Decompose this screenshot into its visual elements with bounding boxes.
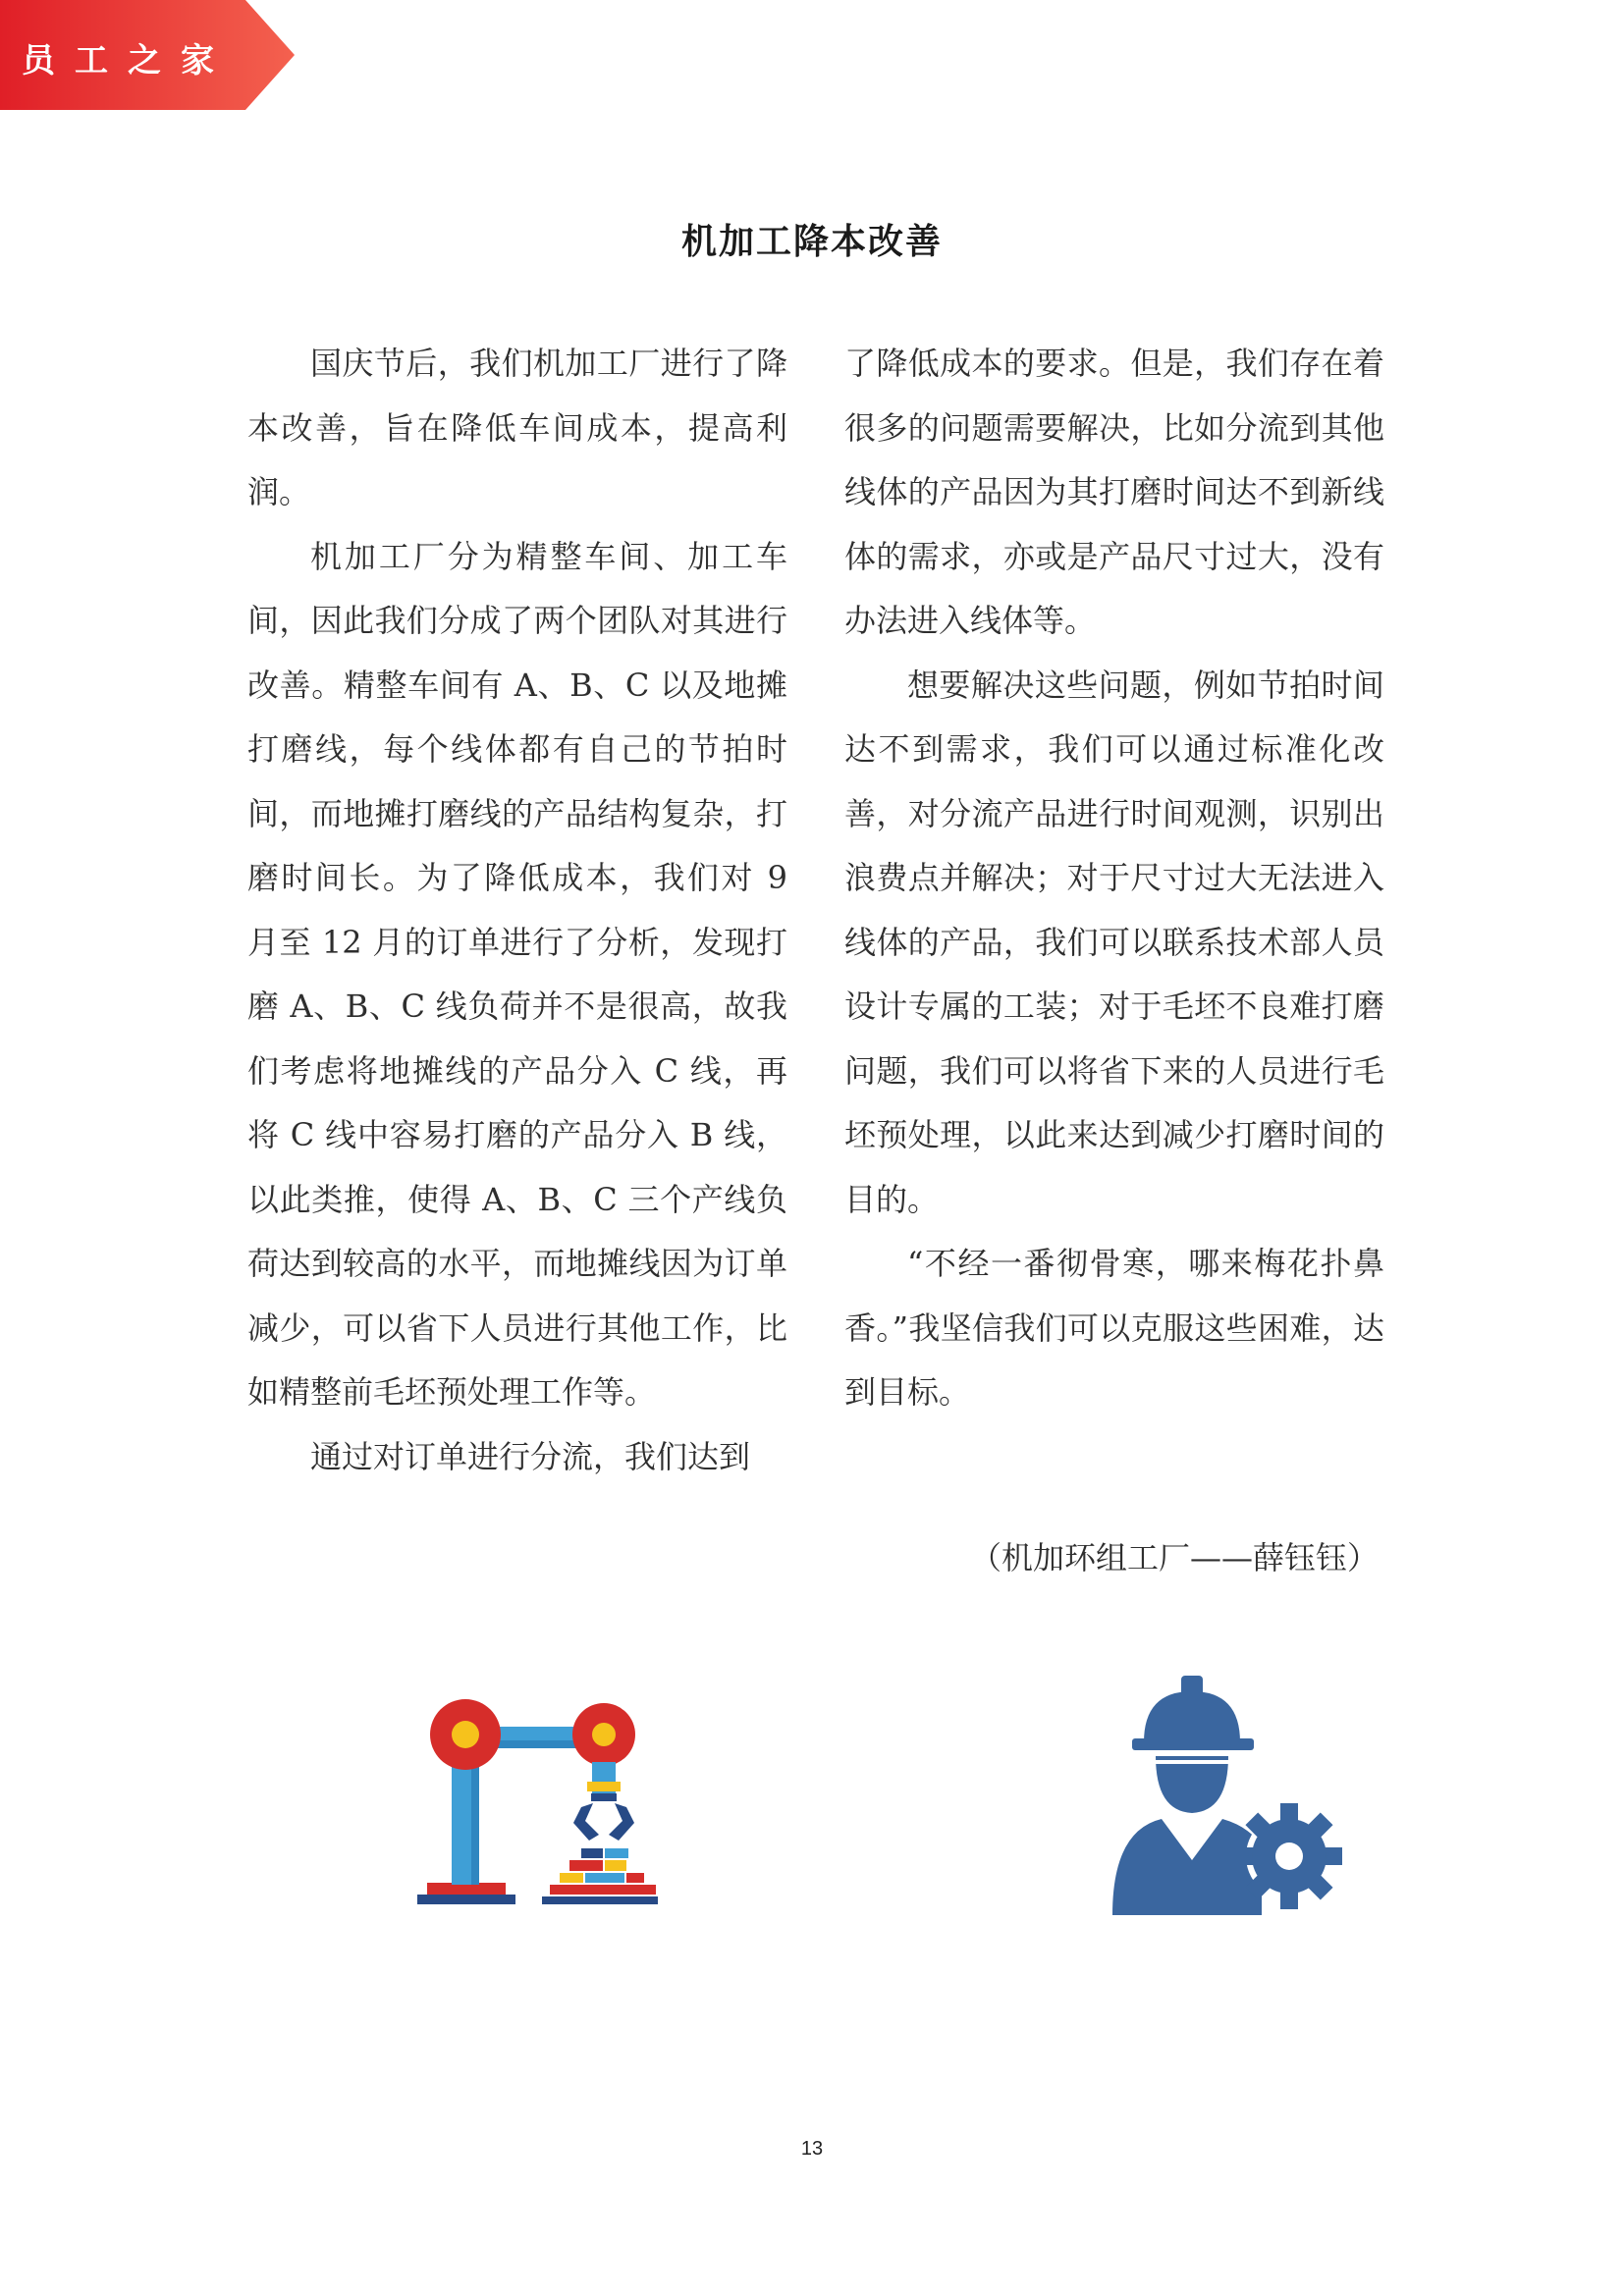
author-byline: （机加环组工厂——薛钰钰） — [969, 1539, 1379, 1576]
paragraph: 国庆节后，我们机加工厂进行了降本改善，旨在降低车间成本，提高利润。 — [247, 345, 787, 510]
paragraph: “不经一番彻骨寒，哪来梅花扑鼻香。”我坚信我们可以克服这些困难，达到目标。 — [844, 1245, 1384, 1411]
paragraph: 通过对订单进行分流，我们达到 — [310, 1437, 751, 1475]
left-column — [247, 332, 787, 1489]
robot-arm-icon — [412, 1683, 658, 1909]
section-label: 员工之家 — [22, 41, 234, 80]
right-column — [844, 332, 1384, 1425]
section-banner — [0, 0, 295, 110]
paragraph: 机加工厂分为精整车间、加工车间，因此我们分成了两个团队对其进行改善。精整车间有 A、B、C 以及地摊打磨线，每个线体都有自己的节拍时间，而地摊打磨线的产品结构复杂，打磨时间长。为了降低成本，我们对 9 月至 12 月的订单进行了分析，发现打磨 A、B、C 线负荷并不是很高，故我们考虑将地摊线的产品分入 C 线，再将 C 线中容易打磨的产品分入 B 线，以此类推，使得 A、B、C 三个产线负荷达到较高的水平，而地摊线因为订单减少，可以省下人员进行其他工作，比如精整前毛坯预处理工作等。 — [247, 537, 787, 1411]
article-title: 机加工降本改善 — [680, 222, 943, 262]
paragraph: 想要解决这些问题，例如节拍时间达不到需求，我们可以通过标准化改善，对分流产品进行时间观测，识别出浪费点并解决；对于尺寸过大无法进入线体的产品，我们可以联系技术部人员设计专属的工装；对于毛坯不良难打磨问题，我们可以将省下来的人员进行毛坯预处理，以此来达到减少打磨时间的目的。 — [844, 666, 1384, 1218]
page-number: 13 — [800, 2138, 824, 2160]
paragraph: 了降低成本的要求。但是，我们存在着很多的问题需要解决，比如分流到其他线体的产品因为其打磨时间达不到新线体的需求，亦或是产品尺寸过大，没有办法进入线体等。 — [844, 345, 1384, 639]
engineer-gear-icon — [1105, 1674, 1360, 1919]
